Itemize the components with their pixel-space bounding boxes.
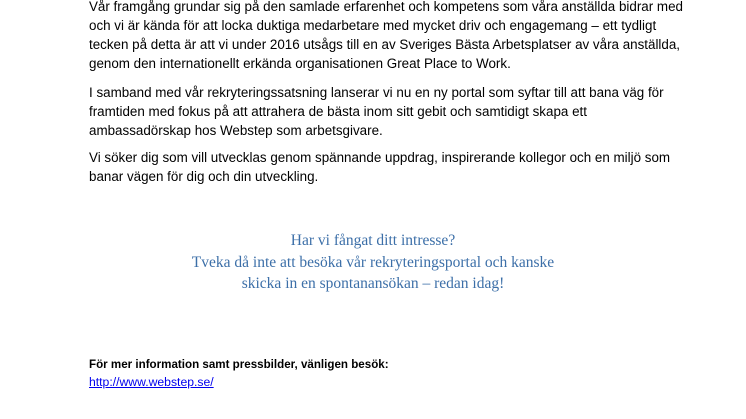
body-paragraph-3 — [89, 148, 671, 186]
paragraph-line: Vi söker dig som vill utvecklas genom spännande uppdrag, inspirerande kollegor och en miljö som — [89, 150, 671, 165]
info-label: För mer information samt pressbilder, vänligen besök: — [89, 358, 389, 371]
paragraph-line: och vi är kända för att locka duktiga medarbetare med mycket driv och engagemang – ett tydligt — [89, 18, 657, 33]
paragraph-line: Vår framgång grundar sig på den samlade erfarenhet och kompetens som våra anställda bidrar med — [89, 0, 683, 14]
callout-line: Har vi fångat ditt intresse? — [290, 232, 456, 249]
paragraph-line: banar vägen för dig och din utveckling. — [89, 169, 319, 184]
callout-text — [0, 230, 746, 295]
paragraph-line: genom den internationellt erkända organisationen Great Place to Work. — [89, 56, 511, 71]
paragraph-line: tecken på detta är att vi under 2016 utsågs till en av Sveriges Bästa Arbetsplatser av våra anställda, — [89, 37, 681, 52]
paragraph-line: framtiden med fokus på att attrahera de bästa inom sitt gebit och samtidigt skapa ett — [89, 104, 587, 119]
paragraph-line: ambassadörskap hos Webstep som arbetsgivare. — [89, 123, 383, 138]
paragraph-line: I samband med vår rekryteringssatsning lanserar vi nu en ny portal som syftar till att bana väg för — [89, 85, 664, 100]
callout-line: skicka in en spontanansökan – redan idag! — [241, 275, 505, 292]
callout-line: Tveka då inte att besöka vår rekryteringsportal och kanske — [191, 253, 555, 271]
website-link[interactable]: http://www.webstep.se/ — [89, 375, 214, 389]
body-paragraph-1 — [89, 0, 683, 73]
body-paragraph-2 — [89, 83, 664, 140]
